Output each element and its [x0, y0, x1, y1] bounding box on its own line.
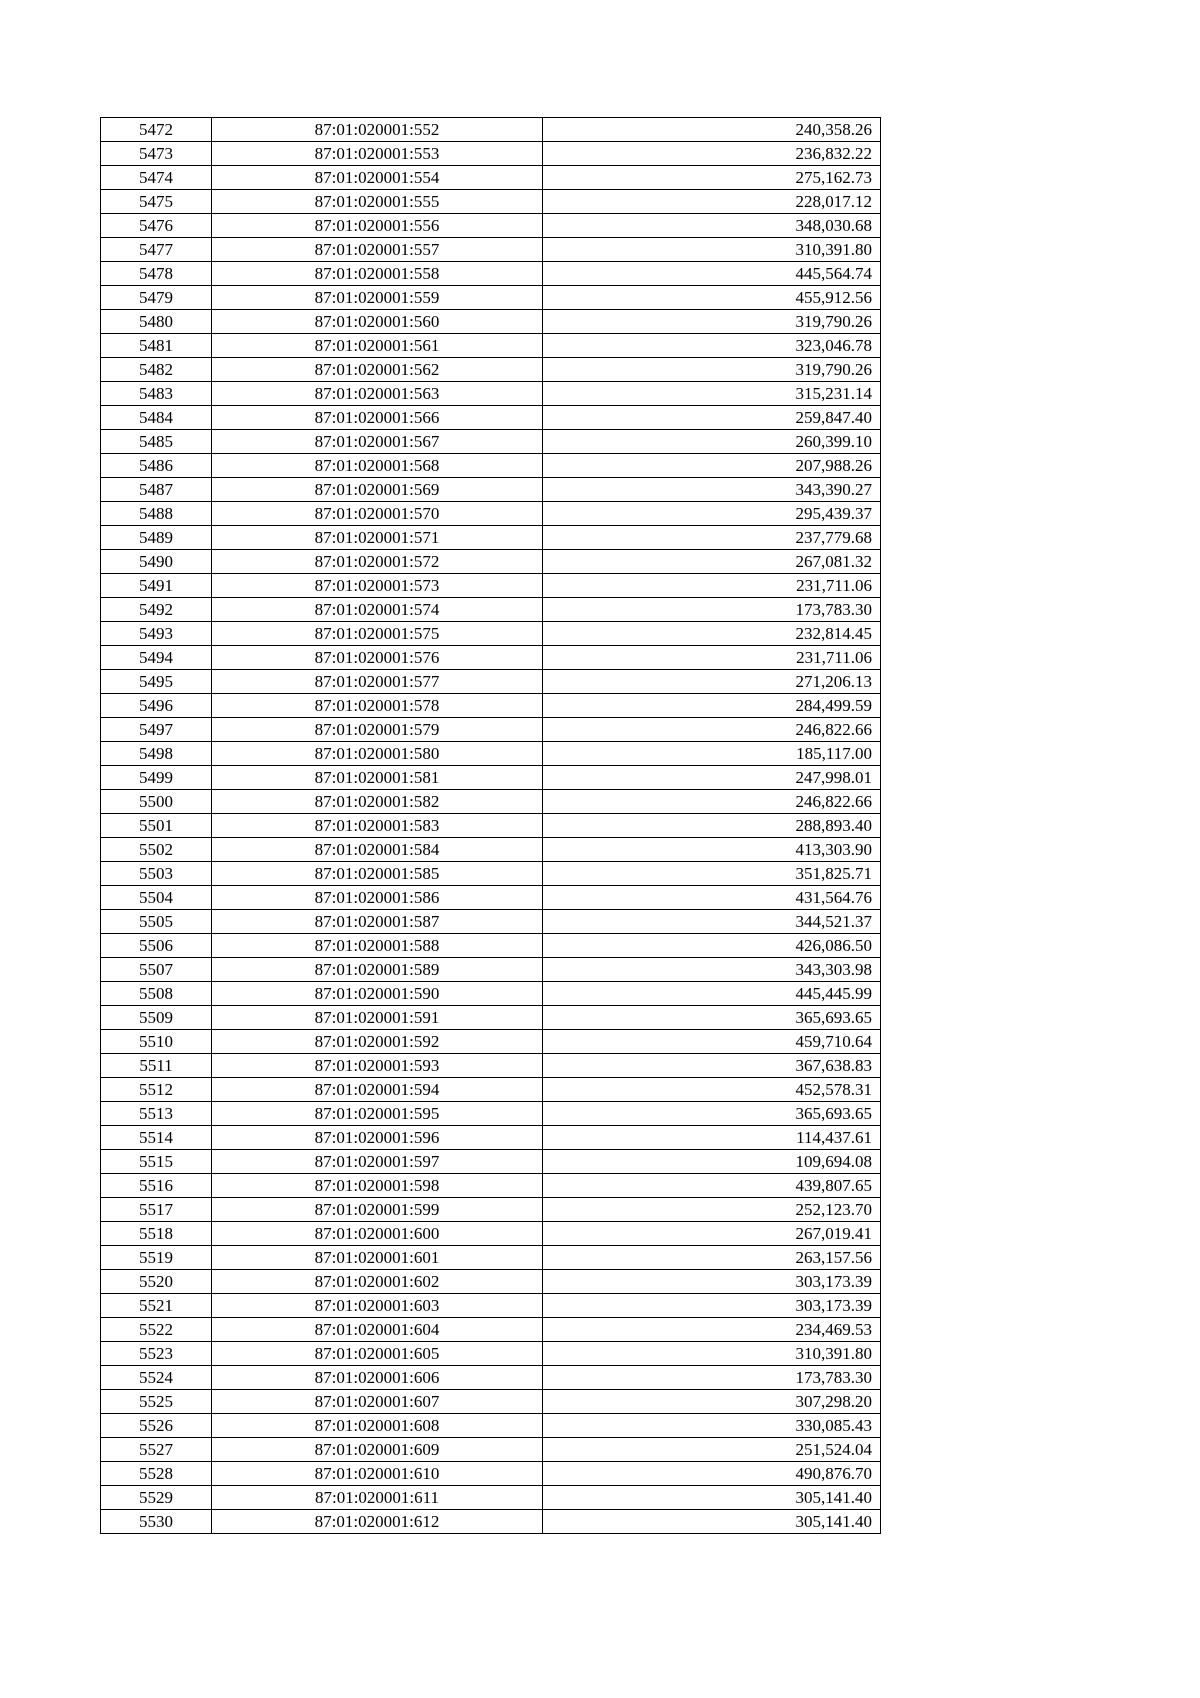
row-number-cell: 5479	[101, 286, 212, 310]
cadastral-number-cell: 87:01:020001:591	[212, 1006, 543, 1030]
row-number-cell: 5500	[101, 790, 212, 814]
row-number-cell: 5507	[101, 958, 212, 982]
value-cell: 231,711.06	[543, 646, 881, 670]
value-cell: 365,693.65	[543, 1102, 881, 1126]
value-cell: 267,081.32	[543, 550, 881, 574]
row-number-cell: 5487	[101, 478, 212, 502]
row-number-cell: 5497	[101, 718, 212, 742]
table-row	[101, 1318, 881, 1342]
cadastral-number-cell: 87:01:020001:561	[212, 334, 543, 358]
value-cell: 173,783.30	[543, 598, 881, 622]
cadastral-number-cell: 87:01:020001:575	[212, 622, 543, 646]
row-number-cell: 5496	[101, 694, 212, 718]
value-cell: 237,779.68	[543, 526, 881, 550]
value-cell: 288,893.40	[543, 814, 881, 838]
value-cell: 365,693.65	[543, 1006, 881, 1030]
table-row	[101, 1414, 881, 1438]
table-row	[101, 1486, 881, 1510]
table-row	[101, 1174, 881, 1198]
row-number-cell: 5485	[101, 430, 212, 454]
value-cell: 236,832.22	[543, 142, 881, 166]
table-row	[101, 670, 881, 694]
cadastral-number-cell: 87:01:020001:582	[212, 790, 543, 814]
cadastral-number-cell: 87:01:020001:596	[212, 1126, 543, 1150]
table-row	[101, 262, 881, 286]
table-row	[101, 214, 881, 238]
row-number-cell: 5486	[101, 454, 212, 478]
cadastral-number-cell: 87:01:020001:554	[212, 166, 543, 190]
row-number-cell: 5492	[101, 598, 212, 622]
row-number-cell: 5494	[101, 646, 212, 670]
cadastral-number-cell: 87:01:020001:593	[212, 1054, 543, 1078]
row-number-cell: 5483	[101, 382, 212, 406]
cadastral-number-cell: 87:01:020001:563	[212, 382, 543, 406]
row-number-cell: 5520	[101, 1270, 212, 1294]
cadastral-number-cell: 87:01:020001:577	[212, 670, 543, 694]
cadastral-number-cell: 87:01:020001:556	[212, 214, 543, 238]
table-row	[101, 118, 881, 142]
value-cell: 348,030.68	[543, 214, 881, 238]
table-row	[101, 334, 881, 358]
table-row	[101, 358, 881, 382]
row-number-cell: 5495	[101, 670, 212, 694]
table-row	[101, 1246, 881, 1270]
row-number-cell: 5528	[101, 1462, 212, 1486]
row-number-cell: 5516	[101, 1174, 212, 1198]
table-row	[101, 718, 881, 742]
value-cell: 305,141.40	[543, 1510, 881, 1534]
cadastral-number-cell: 87:01:020001:580	[212, 742, 543, 766]
table-row	[101, 406, 881, 430]
value-cell: 319,790.26	[543, 310, 881, 334]
table-row	[101, 1462, 881, 1486]
cadastral-number-cell: 87:01:020001:585	[212, 862, 543, 886]
table-row	[101, 454, 881, 478]
value-cell: 246,822.66	[543, 718, 881, 742]
value-cell: 351,825.71	[543, 862, 881, 886]
cadastral-number-cell: 87:01:020001:601	[212, 1246, 543, 1270]
table-row	[101, 958, 881, 982]
cadastral-number-cell: 87:01:020001:608	[212, 1414, 543, 1438]
row-number-cell: 5529	[101, 1486, 212, 1510]
cadastral-number-cell: 87:01:020001:610	[212, 1462, 543, 1486]
value-cell: 319,790.26	[543, 358, 881, 382]
row-number-cell: 5488	[101, 502, 212, 526]
row-number-cell: 5491	[101, 574, 212, 598]
table-row	[101, 1510, 881, 1534]
table-body	[101, 118, 881, 1534]
table-row	[101, 982, 881, 1006]
cadastral-number-cell: 87:01:020001:566	[212, 406, 543, 430]
value-cell: 310,391.80	[543, 1342, 881, 1366]
cadastral-number-cell: 87:01:020001:569	[212, 478, 543, 502]
table-row	[101, 862, 881, 886]
table-row	[101, 598, 881, 622]
row-number-cell: 5514	[101, 1126, 212, 1150]
row-number-cell: 5503	[101, 862, 212, 886]
cadastral-number-cell: 87:01:020001:594	[212, 1078, 543, 1102]
value-cell: 307,298.20	[543, 1390, 881, 1414]
cadastral-number-cell: 87:01:020001:559	[212, 286, 543, 310]
table-row	[101, 1006, 881, 1030]
value-cell: 234,469.53	[543, 1318, 881, 1342]
row-number-cell: 5482	[101, 358, 212, 382]
value-cell: 246,822.66	[543, 790, 881, 814]
value-cell: 207,988.26	[543, 454, 881, 478]
value-cell: 459,710.64	[543, 1030, 881, 1054]
value-cell: 367,638.83	[543, 1054, 881, 1078]
value-cell: 267,019.41	[543, 1222, 881, 1246]
value-cell: 109,694.08	[543, 1150, 881, 1174]
cadastral-number-cell: 87:01:020001:572	[212, 550, 543, 574]
cadastral-number-cell: 87:01:020001:583	[212, 814, 543, 838]
cadastral-number-cell: 87:01:020001:557	[212, 238, 543, 262]
cadastral-number-cell: 87:01:020001:606	[212, 1366, 543, 1390]
table-row	[101, 574, 881, 598]
table-row	[101, 646, 881, 670]
cadastral-number-cell: 87:01:020001:607	[212, 1390, 543, 1414]
table-row	[101, 1102, 881, 1126]
table-row	[101, 1390, 881, 1414]
value-cell: 343,303.98	[543, 958, 881, 982]
value-cell: 231,711.06	[543, 574, 881, 598]
cadastral-number-cell: 87:01:020001:599	[212, 1198, 543, 1222]
cadastral-number-cell: 87:01:020001:592	[212, 1030, 543, 1054]
row-number-cell: 5477	[101, 238, 212, 262]
cadastral-number-cell: 87:01:020001:562	[212, 358, 543, 382]
table-row	[101, 550, 881, 574]
table-row	[101, 310, 881, 334]
row-number-cell: 5474	[101, 166, 212, 190]
cadastral-number-cell: 87:01:020001:589	[212, 958, 543, 982]
cadastral-number-cell: 87:01:020001:579	[212, 718, 543, 742]
cadastral-number-cell: 87:01:020001:568	[212, 454, 543, 478]
table-row	[101, 1198, 881, 1222]
row-number-cell: 5481	[101, 334, 212, 358]
value-cell: 295,439.37	[543, 502, 881, 526]
cadastral-number-cell: 87:01:020001:603	[212, 1294, 543, 1318]
value-cell: 305,141.40	[543, 1486, 881, 1510]
row-number-cell: 5525	[101, 1390, 212, 1414]
cadastral-number-cell: 87:01:020001:584	[212, 838, 543, 862]
table-row	[101, 502, 881, 526]
table-row	[101, 886, 881, 910]
table-row	[101, 742, 881, 766]
cadastral-number-cell: 87:01:020001:595	[212, 1102, 543, 1126]
value-cell: 455,912.56	[543, 286, 881, 310]
cadastral-number-cell: 87:01:020001:570	[212, 502, 543, 526]
table-row	[101, 382, 881, 406]
row-number-cell: 5509	[101, 1006, 212, 1030]
row-number-cell: 5510	[101, 1030, 212, 1054]
table-row	[101, 286, 881, 310]
cadastral-number-cell: 87:01:020001:597	[212, 1150, 543, 1174]
table-row	[101, 1150, 881, 1174]
row-number-cell: 5505	[101, 910, 212, 934]
cadastral-number-cell: 87:01:020001:553	[212, 142, 543, 166]
value-cell: 232,814.45	[543, 622, 881, 646]
table-row	[101, 814, 881, 838]
value-cell: 284,499.59	[543, 694, 881, 718]
table-row	[101, 766, 881, 790]
cadastral-number-cell: 87:01:020001:590	[212, 982, 543, 1006]
table-row	[101, 166, 881, 190]
cadastral-number-cell: 87:01:020001:576	[212, 646, 543, 670]
table-row	[101, 934, 881, 958]
row-number-cell: 5493	[101, 622, 212, 646]
table-row	[101, 430, 881, 454]
cadastral-number-cell: 87:01:020001:602	[212, 1270, 543, 1294]
row-number-cell: 5512	[101, 1078, 212, 1102]
row-number-cell: 5490	[101, 550, 212, 574]
value-cell: 344,521.37	[543, 910, 881, 934]
value-cell: 315,231.14	[543, 382, 881, 406]
cadastral-number-cell: 87:01:020001:552	[212, 118, 543, 142]
row-number-cell: 5522	[101, 1318, 212, 1342]
row-number-cell: 5502	[101, 838, 212, 862]
value-cell: 330,085.43	[543, 1414, 881, 1438]
table-row	[101, 1078, 881, 1102]
value-cell: 445,445.99	[543, 982, 881, 1006]
cadastral-number-cell: 87:01:020001:586	[212, 886, 543, 910]
value-cell: 259,847.40	[543, 406, 881, 430]
row-number-cell: 5521	[101, 1294, 212, 1318]
value-cell: 240,358.26	[543, 118, 881, 142]
table-row	[101, 1294, 881, 1318]
table-row	[101, 694, 881, 718]
row-number-cell: 5515	[101, 1150, 212, 1174]
table-row	[101, 1342, 881, 1366]
cadastral-number-cell: 87:01:020001:609	[212, 1438, 543, 1462]
value-cell: 490,876.70	[543, 1462, 881, 1486]
table-row	[101, 1126, 881, 1150]
value-cell: 260,399.10	[543, 430, 881, 454]
value-cell: 310,391.80	[543, 238, 881, 262]
cadastral-number-cell: 87:01:020001:605	[212, 1342, 543, 1366]
cadastral-number-cell: 87:01:020001:571	[212, 526, 543, 550]
value-cell: 303,173.39	[543, 1294, 881, 1318]
cadastral-number-cell: 87:01:020001:578	[212, 694, 543, 718]
table-row	[101, 1054, 881, 1078]
row-number-cell: 5523	[101, 1342, 212, 1366]
row-number-cell: 5511	[101, 1054, 212, 1078]
row-number-cell: 5489	[101, 526, 212, 550]
value-cell: 343,390.27	[543, 478, 881, 502]
row-number-cell: 5480	[101, 310, 212, 334]
value-cell: 185,117.00	[543, 742, 881, 766]
cadastral-number-cell: 87:01:020001:598	[212, 1174, 543, 1198]
value-cell: 263,157.56	[543, 1246, 881, 1270]
cadastral-number-cell: 87:01:020001:611	[212, 1486, 543, 1510]
row-number-cell: 5526	[101, 1414, 212, 1438]
cadastral-number-cell: 87:01:020001:604	[212, 1318, 543, 1342]
table-row	[101, 1222, 881, 1246]
row-number-cell: 5473	[101, 142, 212, 166]
row-number-cell: 5513	[101, 1102, 212, 1126]
table-row	[101, 622, 881, 646]
cadastral-number-cell: 87:01:020001:612	[212, 1510, 543, 1534]
row-number-cell: 5498	[101, 742, 212, 766]
cadastral-number-cell: 87:01:020001:581	[212, 766, 543, 790]
row-number-cell: 5484	[101, 406, 212, 430]
cadastral-number-cell: 87:01:020001:560	[212, 310, 543, 334]
value-cell: 431,564.76	[543, 886, 881, 910]
cadastral-number-cell: 87:01:020001:600	[212, 1222, 543, 1246]
value-cell: 452,578.31	[543, 1078, 881, 1102]
table-row	[101, 838, 881, 862]
row-number-cell: 5506	[101, 934, 212, 958]
table-row	[101, 526, 881, 550]
cadastral-number-cell: 87:01:020001:558	[212, 262, 543, 286]
table-row	[101, 238, 881, 262]
value-cell: 252,123.70	[543, 1198, 881, 1222]
value-cell: 445,564.74	[543, 262, 881, 286]
row-number-cell: 5519	[101, 1246, 212, 1270]
row-number-cell: 5518	[101, 1222, 212, 1246]
table-row	[101, 1270, 881, 1294]
row-number-cell: 5530	[101, 1510, 212, 1534]
row-number-cell: 5517	[101, 1198, 212, 1222]
table-row	[101, 478, 881, 502]
value-cell: 173,783.30	[543, 1366, 881, 1390]
cadastral-number-cell: 87:01:020001:588	[212, 934, 543, 958]
table-row	[101, 790, 881, 814]
row-number-cell: 5504	[101, 886, 212, 910]
table-row	[101, 142, 881, 166]
value-cell: 271,206.13	[543, 670, 881, 694]
row-number-cell: 5527	[101, 1438, 212, 1462]
cadastral-number-cell: 87:01:020001:574	[212, 598, 543, 622]
row-number-cell: 5475	[101, 190, 212, 214]
table-row	[101, 1366, 881, 1390]
cadastral-number-cell: 87:01:020001:573	[212, 574, 543, 598]
value-cell: 275,162.73	[543, 166, 881, 190]
value-cell: 413,303.90	[543, 838, 881, 862]
cadastral-number-cell: 87:01:020001:587	[212, 910, 543, 934]
row-number-cell: 5524	[101, 1366, 212, 1390]
value-cell: 426,086.50	[543, 934, 881, 958]
row-number-cell: 5501	[101, 814, 212, 838]
value-cell: 247,998.01	[543, 766, 881, 790]
cadastral-value-table	[100, 117, 881, 1534]
row-number-cell: 5472	[101, 118, 212, 142]
value-cell: 303,173.39	[543, 1270, 881, 1294]
value-cell: 251,524.04	[543, 1438, 881, 1462]
row-number-cell: 5476	[101, 214, 212, 238]
table-row	[101, 910, 881, 934]
row-number-cell: 5508	[101, 982, 212, 1006]
table-row	[101, 1030, 881, 1054]
value-cell: 323,046.78	[543, 334, 881, 358]
value-cell: 114,437.61	[543, 1126, 881, 1150]
cadastral-number-cell: 87:01:020001:555	[212, 190, 543, 214]
table-row	[101, 190, 881, 214]
cadastral-number-cell: 87:01:020001:567	[212, 430, 543, 454]
value-cell: 439,807.65	[543, 1174, 881, 1198]
value-cell: 228,017.12	[543, 190, 881, 214]
row-number-cell: 5478	[101, 262, 212, 286]
table-row	[101, 1438, 881, 1462]
row-number-cell: 5499	[101, 766, 212, 790]
